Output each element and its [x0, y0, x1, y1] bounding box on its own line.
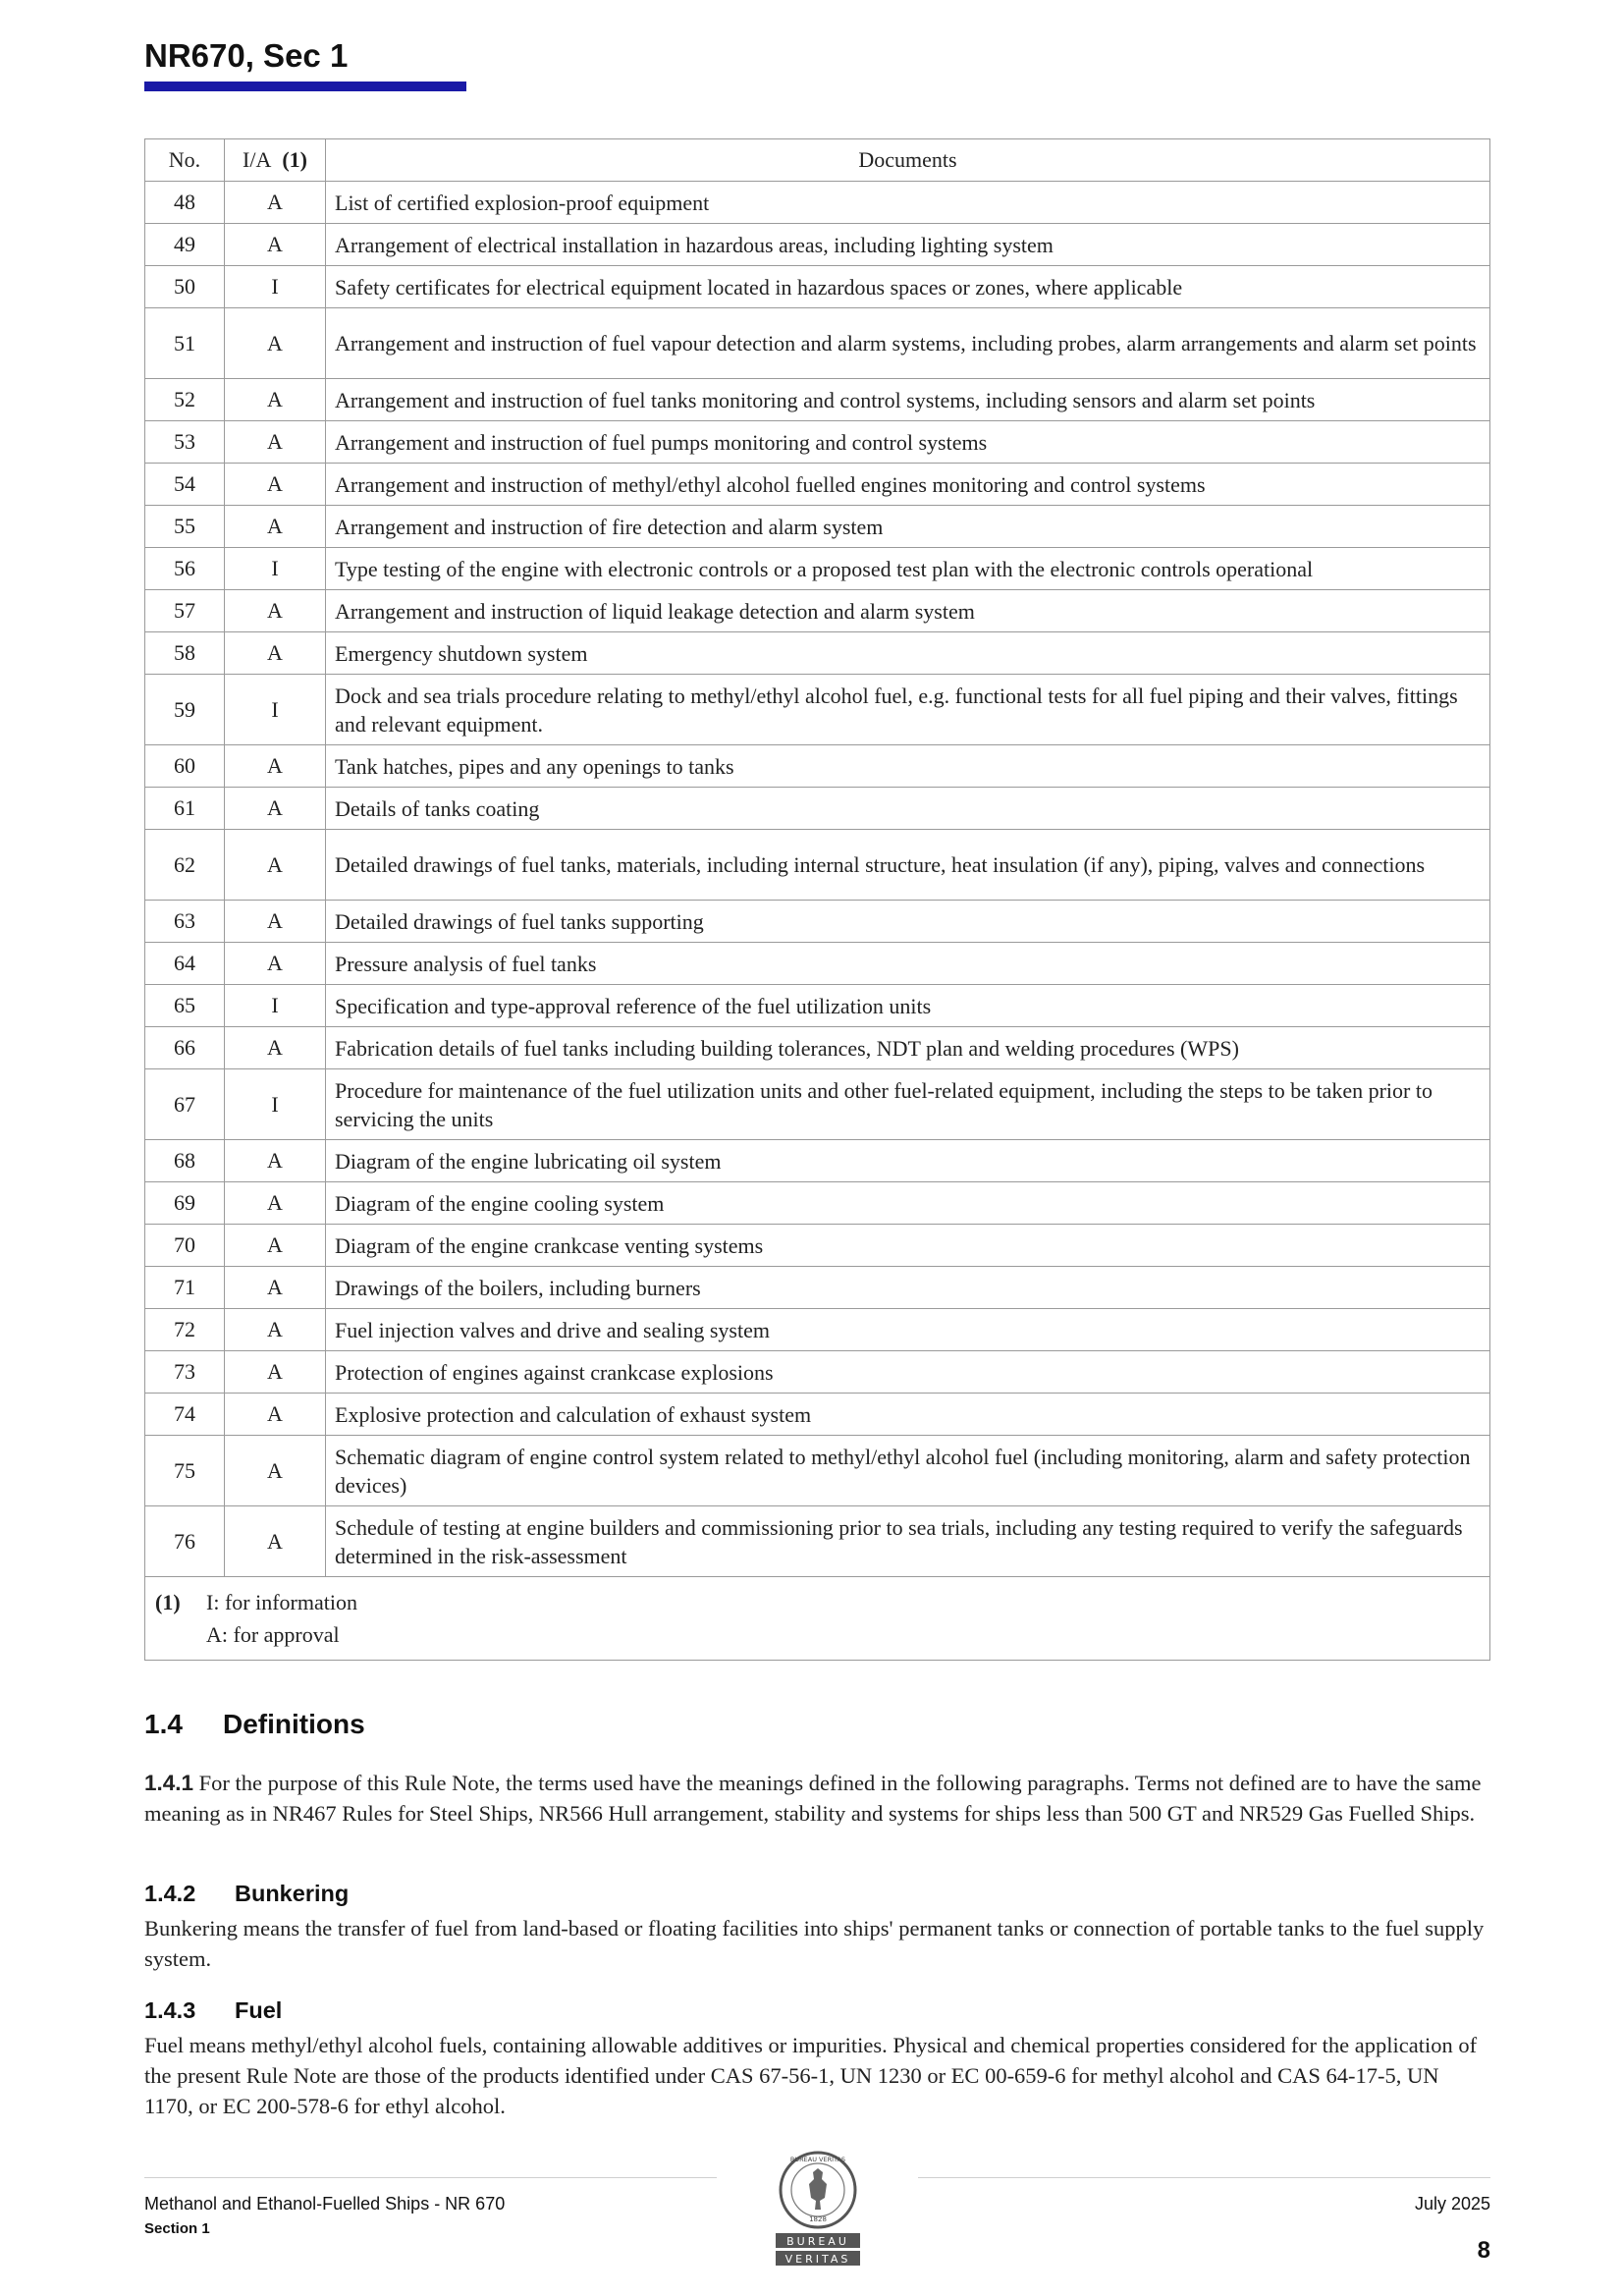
cell-ia: I: [225, 1069, 326, 1140]
table-row: [145, 308, 1490, 379]
cell-ia: A: [225, 1267, 326, 1309]
column-header-no: No.: [145, 139, 225, 182]
table-row: [145, 830, 1490, 901]
cell-number: 74: [145, 1394, 225, 1436]
table-row: [145, 1225, 1490, 1267]
table-row: [145, 1267, 1490, 1309]
cell-number: 48: [145, 182, 225, 224]
cell-ia: I: [225, 548, 326, 590]
cell-number: 54: [145, 464, 225, 506]
cell-ia: A: [225, 506, 326, 548]
subheading-fuel: [144, 1997, 282, 2024]
cell-ia: A: [225, 901, 326, 943]
cell-document: Diagram of the engine cooling system: [326, 1182, 1490, 1225]
paragraph-fuel: Fuel means methyl/ethyl alcohol fuels, containing allowable additives or impurities. Physical and chemical properties considered for the application of the present Rule Note are those of the products identified under CAS 67-56-1, UN 1230 or EC 00-659-6 for methyl alcohol and CAS 64-17-5, UN 1170, or EC 200-578-6 for ethyl alcohol.: [144, 2033, 1478, 2118]
table-header-row: [145, 139, 1490, 182]
table-row: [145, 379, 1490, 421]
subheading-title: Bunkering: [235, 1881, 350, 1906]
paragraph-number: 1.4.1: [144, 1771, 194, 1795]
section-title: Definitions: [223, 1709, 365, 1739]
cell-number: 65: [145, 985, 225, 1027]
cell-number: 53: [145, 421, 225, 464]
table-row: [145, 1436, 1490, 1506]
cell-ia: A: [225, 788, 326, 830]
cell-ia: A: [225, 745, 326, 788]
page-number: 8: [1477, 2237, 1490, 2264]
column-header-ia: [225, 139, 326, 182]
cell-number: 60: [145, 745, 225, 788]
cell-document: Arrangement and instruction of methyl/ethyl alcohol fuelled engines monitoring and control systems: [326, 464, 1490, 506]
table-note: [145, 1577, 1490, 1661]
cell-document: Explosive protection and calculation of exhaust system: [326, 1394, 1490, 1436]
cell-document: Schedule of testing at engine builders and commissioning prior to sea trials, including any testing required to verify the safeguards determined in the risk-assessment: [326, 1506, 1490, 1577]
page-header-title: NR670, Sec 1: [144, 37, 349, 74]
cell-ia: A: [225, 632, 326, 675]
table-row: [145, 548, 1490, 590]
cell-document: Diagram of the engine crankcase venting systems: [326, 1225, 1490, 1267]
cell-ia: A: [225, 1309, 326, 1351]
cell-document: Tank hatches, pipes and any openings to tanks: [326, 745, 1490, 788]
table-row: [145, 985, 1490, 1027]
cell-document: Arrangement and instruction of liquid leakage detection and alarm system: [326, 590, 1490, 632]
cell-document: Fabrication details of fuel tanks including building tolerances, NDT plan and welding procedures (WPS): [326, 1027, 1490, 1069]
column-header-ia-label: I/A: [243, 147, 272, 172]
table-note-row: [145, 1577, 1490, 1661]
cell-number: 55: [145, 506, 225, 548]
cell-ia: A: [225, 1140, 326, 1182]
cell-number: 73: [145, 1351, 225, 1394]
cell-document: Details of tanks coating: [326, 788, 1490, 830]
cell-number: 52: [145, 379, 225, 421]
cell-ia: I: [225, 985, 326, 1027]
cell-ia: A: [225, 224, 326, 266]
cell-ia: A: [225, 830, 326, 901]
table-row: [145, 266, 1490, 308]
cell-ia: A: [225, 1506, 326, 1577]
subheading-title: Fuel: [235, 1997, 283, 2023]
cell-number: 59: [145, 675, 225, 745]
cell-number: 70: [145, 1225, 225, 1267]
cell-ia: A: [225, 1027, 326, 1069]
cell-number: 58: [145, 632, 225, 675]
table-row: [145, 1140, 1490, 1182]
table-row: [145, 590, 1490, 632]
note-line-information: I: for information: [206, 1590, 357, 1614]
cell-document: List of certified explosion-proof equipment: [326, 182, 1490, 224]
cell-document: Emergency shutdown system: [326, 632, 1490, 675]
cell-number: 57: [145, 590, 225, 632]
table-row: [145, 901, 1490, 943]
cell-document: Detailed drawings of fuel tanks, materials, including internal structure, heat insulation (if any), piping, valves and connections: [326, 830, 1490, 901]
subheading-number: 1.4.3: [144, 1997, 196, 2023]
logo-year: 1828: [809, 2215, 827, 2223]
header-accent-bar: [144, 82, 466, 91]
cell-document: Procedure for maintenance of the fuel utilization units and other fuel-related equipment, including the steps to be taken prior to servicing the units: [326, 1069, 1490, 1140]
cell-document: Arrangement and instruction of fuel pumps monitoring and control systems: [326, 421, 1490, 464]
cell-document: Safety certificates for electrical equipment located in hazardous spaces or zones, where applicable: [326, 266, 1490, 308]
table-row: [145, 182, 1490, 224]
table-row: [145, 1027, 1490, 1069]
table-row: [145, 745, 1490, 788]
cell-ia: A: [225, 1182, 326, 1225]
cell-document: Dock and sea trials procedure relating to methyl/ethyl alcohol fuel, e.g. functional tests for all fuel piping and their valves, fittings and relevant equipment.: [326, 675, 1490, 745]
cell-number: 49: [145, 224, 225, 266]
cell-document: Fuel injection valves and drive and sealing system: [326, 1309, 1490, 1351]
table-row: [145, 1182, 1490, 1225]
table-row: [145, 1069, 1490, 1140]
logo-ring-text: BUREAU VERITAS: [789, 2156, 846, 2163]
table-row: [145, 506, 1490, 548]
cell-document: Arrangement and instruction of fire detection and alarm system: [326, 506, 1490, 548]
cell-document: Drawings of the boilers, including burners: [326, 1267, 1490, 1309]
subheading-number: 1.4.2: [144, 1881, 196, 1906]
cell-number: 51: [145, 308, 225, 379]
section-heading: [144, 1709, 365, 1740]
paragraph-bunkering: Bunkering means the transfer of fuel from land-based or floating facilities into ships' permanent tanks or connection of portable tanks to the fuel supply system.: [144, 1916, 1485, 1971]
table-row: [145, 224, 1490, 266]
table-row: [145, 464, 1490, 506]
footer-section: Section 1: [144, 2220, 210, 2237]
column-header-ia-note-ref: (1): [282, 147, 307, 172]
cell-number: 75: [145, 1436, 225, 1506]
documents-table: [144, 138, 1490, 1661]
subheading-bunkering: [144, 1881, 349, 1907]
cell-number: 63: [145, 901, 225, 943]
footer-divider-right: [918, 2177, 1490, 2178]
cell-number: 76: [145, 1506, 225, 1577]
note-mark: (1): [155, 1590, 181, 1614]
note-line-approval: A: for approval: [206, 1622, 340, 1647]
cell-document: Arrangement and instruction of fuel tanks monitoring and control systems, including sensors and alarm set points: [326, 379, 1490, 421]
cell-number: 56: [145, 548, 225, 590]
cell-number: 67: [145, 1069, 225, 1140]
cell-ia: A: [225, 1225, 326, 1267]
cell-ia: A: [225, 1351, 326, 1394]
cell-document: Arrangement of electrical installation in hazardous areas, including lighting system: [326, 224, 1490, 266]
bureau-veritas-logo: [774, 2149, 862, 2269]
cell-document: Pressure analysis of fuel tanks: [326, 943, 1490, 985]
table-body: [145, 182, 1490, 1577]
section-number: 1.4: [144, 1709, 183, 1739]
cell-number: 71: [145, 1267, 225, 1309]
cell-document: Arrangement and instruction of fuel vapour detection and alarm systems, including probes, alarm arrangements and alarm set points: [326, 308, 1490, 379]
cell-number: 64: [145, 943, 225, 985]
footer-date: July 2025: [1414, 2194, 1490, 2214]
cell-number: 68: [145, 1140, 225, 1182]
cell-ia: A: [225, 182, 326, 224]
cell-document: Specification and type-approval reference of the fuel utilization units: [326, 985, 1490, 1027]
footer-document-title: Methanol and Ethanol-Fuelled Ships - NR 670: [144, 2194, 506, 2214]
cell-document: Schematic diagram of engine control system related to methyl/ethyl alcohol fuel (including monitoring, alarm and safety protection devices): [326, 1436, 1490, 1506]
cell-ia: A: [225, 1394, 326, 1436]
logo-text-bureau: BUREAU: [786, 2235, 849, 2248]
cell-ia: A: [225, 308, 326, 379]
cell-ia: A: [225, 464, 326, 506]
table-row: [145, 421, 1490, 464]
cell-document: Protection of engines against crankcase explosions: [326, 1351, 1490, 1394]
cell-document: Detailed drawings of fuel tanks supporting: [326, 901, 1490, 943]
cell-ia: A: [225, 379, 326, 421]
cell-ia: A: [225, 1436, 326, 1506]
cell-number: 66: [145, 1027, 225, 1069]
cell-ia: A: [225, 590, 326, 632]
cell-ia: A: [225, 943, 326, 985]
cell-ia: A: [225, 421, 326, 464]
paragraph-1-4-1: [144, 1768, 1491, 1829]
table-row: [145, 788, 1490, 830]
cell-number: 69: [145, 1182, 225, 1225]
cell-number: 50: [145, 266, 225, 308]
table-row: [145, 675, 1490, 745]
cell-document: Type testing of the engine with electronic controls or a proposed test plan with the electronic controls operational: [326, 548, 1490, 590]
table-row: [145, 1351, 1490, 1394]
table-row: [145, 1394, 1490, 1436]
paragraph-text: For the purpose of this Rule Note, the terms used have the meanings defined in the following paragraphs. Terms not defined are to have the same meaning as in NR467 Rules for Steel Ships, NR566 Hull arrangement, stability and systems for ships less than 500 GT and NR529 Gas Fuelled Ships.: [144, 1771, 1482, 1826]
cell-ia: I: [225, 266, 326, 308]
cell-ia: I: [225, 675, 326, 745]
table-row: [145, 1309, 1490, 1351]
cell-number: 72: [145, 1309, 225, 1351]
column-header-documents: Documents: [326, 139, 1490, 182]
logo-text-veritas: VERITAS: [784, 2253, 851, 2266]
cell-number: 62: [145, 830, 225, 901]
table-row: [145, 632, 1490, 675]
cell-document: Diagram of the engine lubricating oil system: [326, 1140, 1490, 1182]
cell-number: 61: [145, 788, 225, 830]
footer-divider-left: [144, 2177, 717, 2178]
table-row: [145, 1506, 1490, 1577]
table-row: [145, 943, 1490, 985]
